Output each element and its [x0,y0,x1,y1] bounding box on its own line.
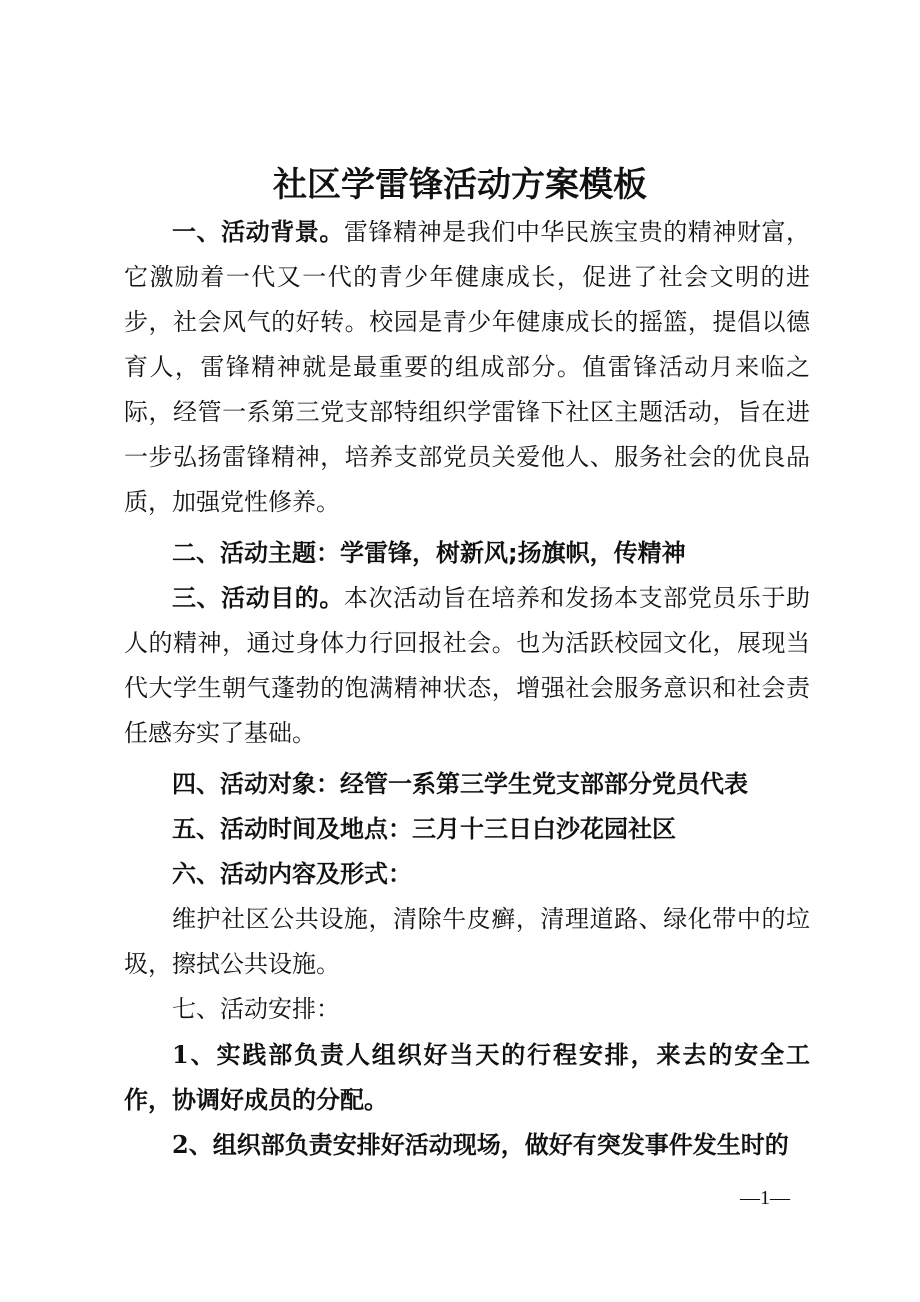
content-text: 维护社区公共设施，清除牛皮癣，清理道路、绿化带中的垃圾，擦拭公共设施。 [124,905,810,978]
arrangement-heading: 七、活动安排： [172,995,340,1023]
document-body [124,210,810,1167]
background-heading: 一、活动背景。 [172,218,344,246]
time-place-line: 五、活动时间及地点：三月十三日白沙花园社区 [172,815,676,843]
background-text: 雷锋精神是我们中华民族宝贵的精神财富，它激励着一代又一代的青少年健康成长，促进了社会文明的进步，社会风气的好转。校园是青少年健康成长的摇篮，提倡以德育人，雷锋精神就是最重要的组成部分。值雷锋活动月来临之际，经管一系第三党支部特组织学雷锋下社区主题活动，旨在进一步弘扬雷锋精神，培养支部党员关爱他人、服务社会的优良品质，加强党性修养。 [124,218,811,516]
purpose-heading: 三、活动目的。 [172,584,344,612]
purpose-text: 本次活动旨在培养和发扬本支部党员乐于助人的精神，通过身体力行回报社会。也为活跃校园文化，展现当代大学生朝气蓬勃的饱满精神状态，增强社会服务意识和社会责任感夯实了基础。 [124,584,811,747]
document-title: 社区学雷锋活动方案模板 [273,165,647,205]
background-paragraph [124,210,810,525]
content-heading: 六、活动内容及形式： [172,860,412,888]
page-number: —1— [740,1187,790,1209]
purpose-paragraph [124,576,810,756]
target-line: 四、活动对象：经管一系第三学生党支部部分党员代表 [172,770,748,798]
theme-line: 二、活动主题：学雷锋，树新风;扬旗帜，传精神 [172,539,686,567]
arrangement-item-1: 1、实践部负责人组织好当天的行程安排，来去的安全工作，协调好成员的分配。 [124,1040,810,1114]
arrangement-item-2: 2、组织部负责安排好活动现场，做好有突发事件发生时的 [172,1130,789,1159]
